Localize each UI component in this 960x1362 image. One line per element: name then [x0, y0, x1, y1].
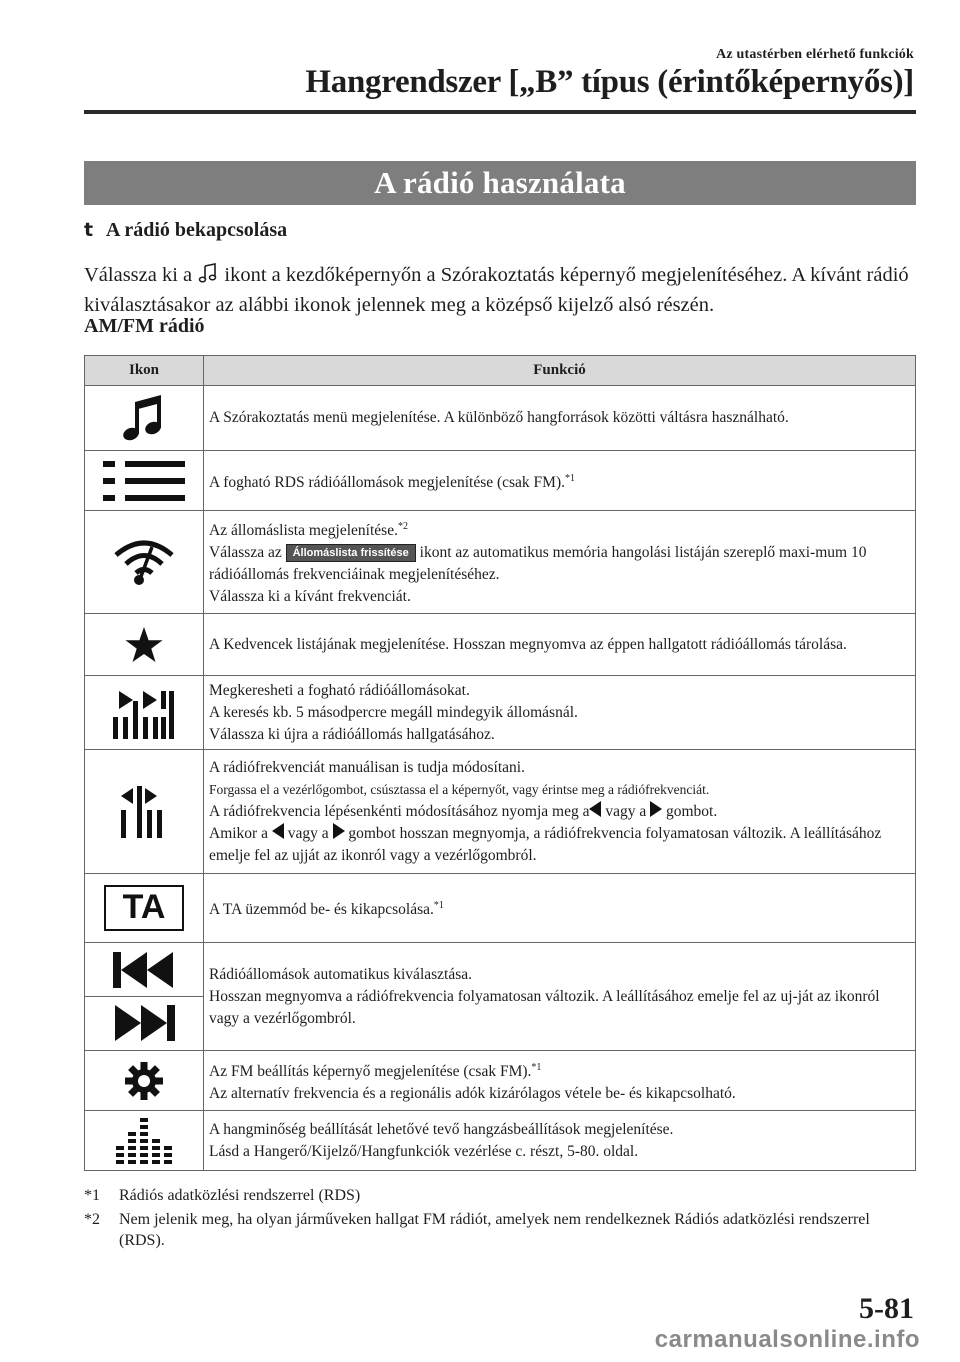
icon-cell — [85, 750, 204, 874]
icon-cell — [85, 451, 204, 511]
footnote: *2 Nem jelenik meg, ha olyan járműveken hallgat FM rádiót, amelyek nem rendelkeznek Rádiós adatközlési rendszerrel (RDS). — [84, 1211, 870, 1249]
subsection-marker: t — [84, 219, 94, 241]
running-section-title: Az utastérben elérhető funkciók — [716, 47, 914, 62]
footnote-ref: *1 — [433, 900, 444, 911]
icon-cell — [85, 614, 204, 676]
intro-text-1: Válassza ki a — [84, 264, 193, 286]
antenna-icon — [112, 537, 176, 587]
table-row — [85, 943, 916, 1051]
music-note-inline-icon — [197, 262, 219, 284]
tune-up-icon — [650, 801, 662, 817]
function-table — [84, 355, 916, 1171]
star-icon — [124, 625, 164, 665]
function-text: Megkeresheti a fogható rádióállomásokat. A keresés kb. 5 másodpercre megáll mindegyik állomásnál. Válassza ki újra a rádióállomás hallgatásához. — [204, 676, 916, 750]
header-divider — [84, 110, 916, 114]
table-row — [85, 874, 916, 943]
icon-cell — [85, 386, 204, 451]
chapter-title: Hangrendszer [„B” típus (érintőképernyős)] — [305, 64, 914, 100]
watermark: carmanualsonline.info — [654, 1326, 920, 1353]
function-text: Rádióállomások automatikus kiválasztása. Hosszan megnyomva a rádiófrekvencia folyamatosan változik. A leállításához emelje fel az uj-ját az ikonról vagy a vezérlőgombról. — [204, 943, 916, 1051]
icon-cell — [85, 874, 204, 943]
table-row — [85, 750, 916, 874]
footnote-ref: *1 — [531, 1061, 542, 1073]
function-text: A Kedvencek listájának megjelenítése. Hosszan megnyomva az éppen hallgatott rádióállomás tárolása. — [204, 614, 916, 676]
footnote-ref: *2 — [397, 521, 408, 532]
footnote: *1 Rádiós adatközlési rendszerrel (RDS) — [84, 1187, 361, 1204]
function-text: Az FM beállítás képernyő megjelenítése (csak FM).$^{*1}$ Az alternatív frekvencia és a regionális adók kizárólagos vétele be- és kikapcsolható. — [204, 1051, 916, 1111]
subsection-heading — [84, 219, 287, 242]
tune-down-icon — [589, 801, 601, 817]
table-row — [85, 386, 916, 451]
station-list-refresh-button[interactable]: Állomáslista frissítése — [286, 544, 416, 562]
tune-up-icon — [333, 823, 345, 839]
table-row — [85, 1051, 916, 1111]
skip-back-icon — [113, 950, 175, 990]
icon-cell — [85, 943, 204, 1051]
column-header-icon: Ikon — [85, 356, 204, 386]
column-header-function: Funkció — [204, 356, 916, 386]
function-text: Az állomáslista megjelenítése.$^{*2}$ Válassza az Állomáslista frissítése ikont az automatikus memória hangolási listáján szereplő maxi-mum 10 rádióállomás frekvenciáinak megjelenítéséhez. Válassza ki a kívánt frekvenciát. — [204, 511, 916, 614]
icon-cell — [85, 1051, 204, 1111]
subsection-title: A rádió bekapcsolása — [106, 219, 288, 241]
music-note-icon — [119, 392, 169, 444]
icon-cell — [85, 676, 204, 750]
table-row — [85, 676, 916, 750]
function-text: A fogható RDS rádióállomások megjelenítése (csak FM).$^{*1}$ — [204, 451, 916, 511]
table-header-row — [85, 356, 916, 386]
skip-back-cell — [85, 944, 203, 997]
equalizer-icon — [116, 1118, 172, 1164]
intro-paragraph — [84, 260, 916, 320]
gear-icon — [124, 1061, 164, 1101]
function-text: A TA üzemmód be- és kikapcsolása.$^{*1}$ — [204, 874, 916, 943]
table-row — [85, 511, 916, 614]
function-text: A Szórakoztatás menü megjelenítése. A különböző hangforrások közötti váltásra használható. — [204, 386, 916, 451]
section-banner: A rádió használata — [84, 161, 916, 205]
band-title: AM/FM rádió — [84, 315, 205, 337]
skip-forward-cell — [85, 997, 203, 1050]
footnote-ref: *1 — [565, 472, 576, 484]
page-number: 5-81 — [859, 1292, 914, 1325]
function-text: A hangminőség beállítását lehetővé tevő hangzásbeállítások megjelenítése. Lásd a Hangerő/Kijelző/Hangfunkciók vezérlése c. részt, 5-80. oldal. — [204, 1111, 916, 1171]
function-text: A rádiófrekvenciát manuálisan is tudja módosítani. Forgassa el a vezérlőgombot, csúsztassa el a képernyőt, vagy érintse meg a rádiófrekvenciát. A rádiófrekvencia lépésenkénti módosításához nyomja meg a vagy a gombot. Amikor a vagy a gombot hosszan megnyomja, a rádiófrekvencia folyamatosan változik. A leállításához emelje fel az ujját az ikonról vagy a vezérlőgombról. — [204, 750, 916, 874]
intro-text-2: ikont a kezdőképernyőn a Szórakoztatás képernyő megjelenítéséhez. A kívánt rádió kiválasztásakor az alábbi ikonok jelennek meg a középső kijelző alsó részén. — [84, 264, 909, 316]
icon-cell — [85, 1111, 204, 1171]
table-row — [85, 1111, 916, 1171]
icon-cell — [85, 511, 204, 614]
skip-forward-icon — [113, 1003, 175, 1043]
table-row — [85, 614, 916, 676]
list-icon — [103, 459, 185, 503]
tune-icon — [119, 786, 169, 838]
ta-icon: TA — [104, 885, 184, 931]
tune-down-icon — [272, 823, 284, 839]
table-row — [85, 451, 916, 511]
scan-icon — [113, 687, 175, 739]
